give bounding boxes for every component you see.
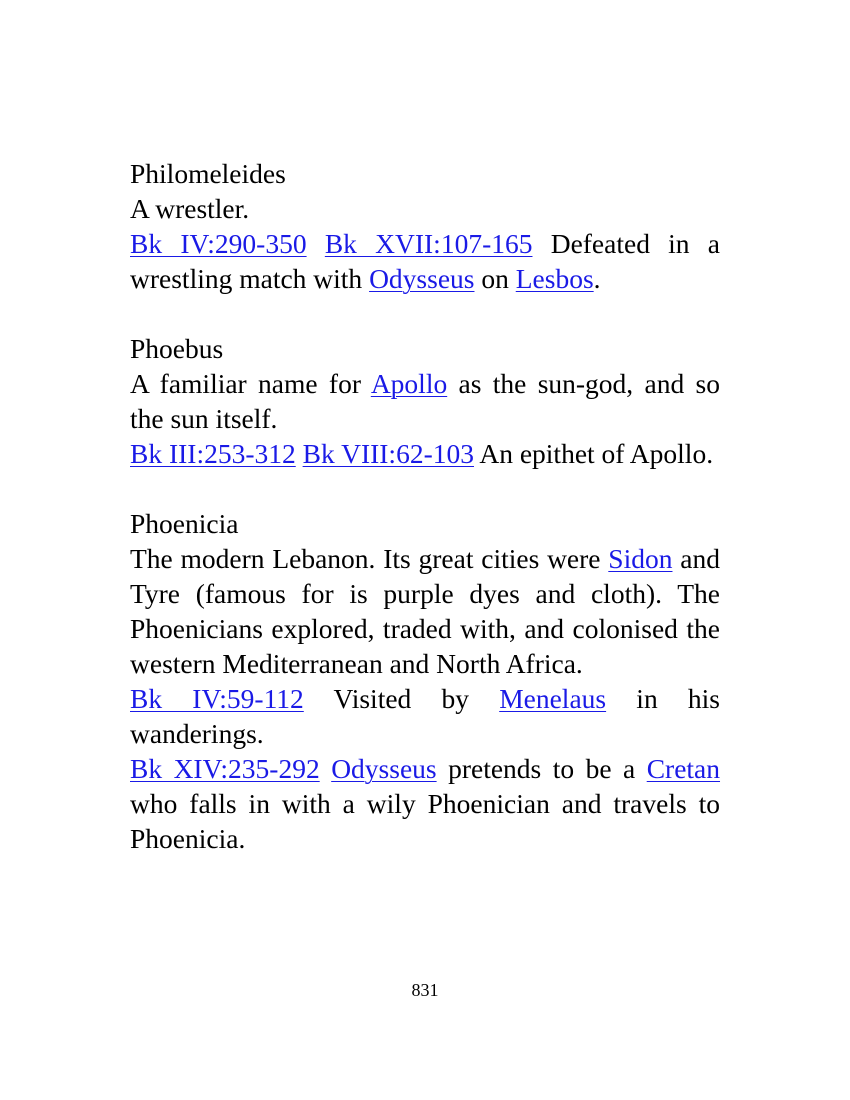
definition-text: The modern Lebanon. Its great cities were xyxy=(130,543,609,574)
entry-definition xyxy=(130,366,720,436)
glossary-link-sidon[interactable]: Sidon xyxy=(608,543,673,574)
entry-phoenicia xyxy=(130,506,720,856)
book-reference-link[interactable]: Bk III:253-312 xyxy=(130,438,296,469)
definition-text: A familiar name for xyxy=(130,368,371,399)
reference-text: . xyxy=(593,263,601,294)
glossary-link-odysseus[interactable]: Odysseus xyxy=(331,753,437,784)
entry-philomeleides xyxy=(130,156,720,296)
entry-phoebus xyxy=(130,331,720,471)
book-reference-link[interactable]: Bk VIII:62-103 xyxy=(302,438,474,469)
page-number: 831 xyxy=(411,980,439,1000)
entry-term: Phoenicia xyxy=(130,508,239,539)
glossary-link-cretan[interactable]: Cretan xyxy=(646,753,721,784)
reference-text xyxy=(320,753,331,784)
glossary-link-menelaus[interactable]: Menelaus xyxy=(499,683,607,714)
glossary-link-apollo[interactable]: Apollo xyxy=(370,368,448,399)
reference-text: Visited by xyxy=(303,683,500,714)
entry-reference xyxy=(130,226,720,296)
reference-text: in his wanderings. xyxy=(130,683,720,749)
entry-reference xyxy=(130,681,720,751)
book-reference-link[interactable]: Bk XVII:107-165 xyxy=(324,228,533,259)
glossary-link-odysseus[interactable]: Odysseus xyxy=(369,263,475,294)
book-reference-link[interactable]: Bk IV:290-350 xyxy=(130,228,307,259)
reference-text: Defeated in a wrestling match with xyxy=(130,228,720,294)
book-reference-link[interactable]: Bk IV:59-112 xyxy=(130,683,304,714)
glossary-page xyxy=(130,156,720,856)
glossary-link-lesbos[interactable]: Lesbos xyxy=(515,263,594,294)
reference-text: An epithet of Apollo. xyxy=(473,438,714,469)
entry-definition xyxy=(130,541,720,681)
book-reference-link[interactable]: Bk XIV:235-292 xyxy=(130,753,320,784)
entry-reference xyxy=(130,436,720,471)
entry-definition: A wrestler. xyxy=(130,193,250,224)
reference-text: on xyxy=(474,263,516,294)
entry-term: Philomeleides xyxy=(130,158,286,189)
entry-reference xyxy=(130,751,720,856)
reference-text: who falls in with a wily Phoenician and travels to Phoenicia. xyxy=(130,788,720,854)
reference-text: pretends to be a xyxy=(436,753,647,784)
definition-text: as the sun-god, and so the sun itself. xyxy=(130,368,720,434)
definition-text: and Tyre (famous for is purple dyes and cloth). The Phoenicians explored, traded with, and colonised the western Mediterranean and North Africa. xyxy=(130,543,720,679)
entry-term: Phoebus xyxy=(130,333,224,364)
